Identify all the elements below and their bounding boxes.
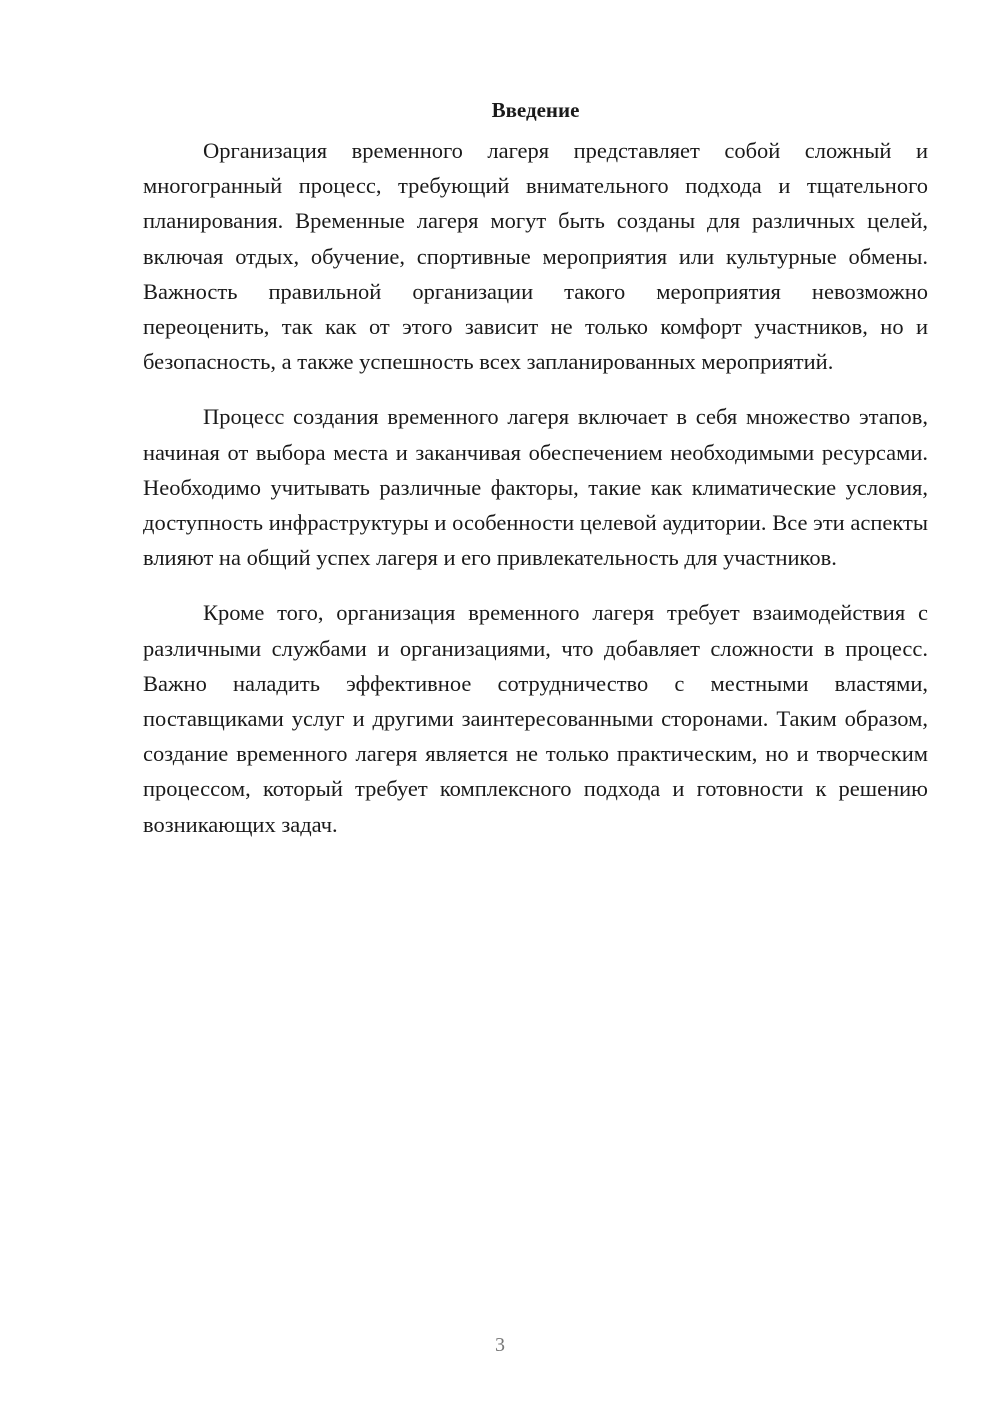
paragraph-1: Организация временного лагеря представляет собой сложный и многогранный процесс, требующий внимательного подхода и тщательного планирования. Временные лагеря могут быть созданы для различных целей, включая отдых, обучение, спортивные мероприятия или культурные обмены. Важность правильной организации такого мероприятия невозможно переоценить, так как от этого зависит не только комфорт участников, но и безопасность, а также успешность всех запланированных мероприятий. (143, 138, 928, 375)
paragraph-3: Кроме того, организация временного лагеря требует взаимодействия с различными службами и организациями, что добавляет сложности в процесс. Важно наладить эффективное сотрудничество с местными властями, поставщиками услуг и другими заинтересованными сторонами. Таким образом, создание временного лагеря является не только практическим, но и творческим процессом, который требует комплексного подхода и готовности к решению возникающих задач. (143, 600, 928, 837)
section-heading: Введение (491, 98, 580, 122)
paragraph-2: Процесс создания временного лагеря включает в себя множество этапов, начиная от выбора места и заканчивая обеспечением необходимыми ресурсами. Необходимо учитывать различные факторы, такие как климатические условия, доступность инфраструктуры и особенности целевой аудитории. Все эти аспекты влияют на общий успех лагеря и его привлекательность для участников. (143, 404, 928, 571)
page-number: 3 (495, 1334, 505, 1356)
page-content (143, 95, 928, 862)
